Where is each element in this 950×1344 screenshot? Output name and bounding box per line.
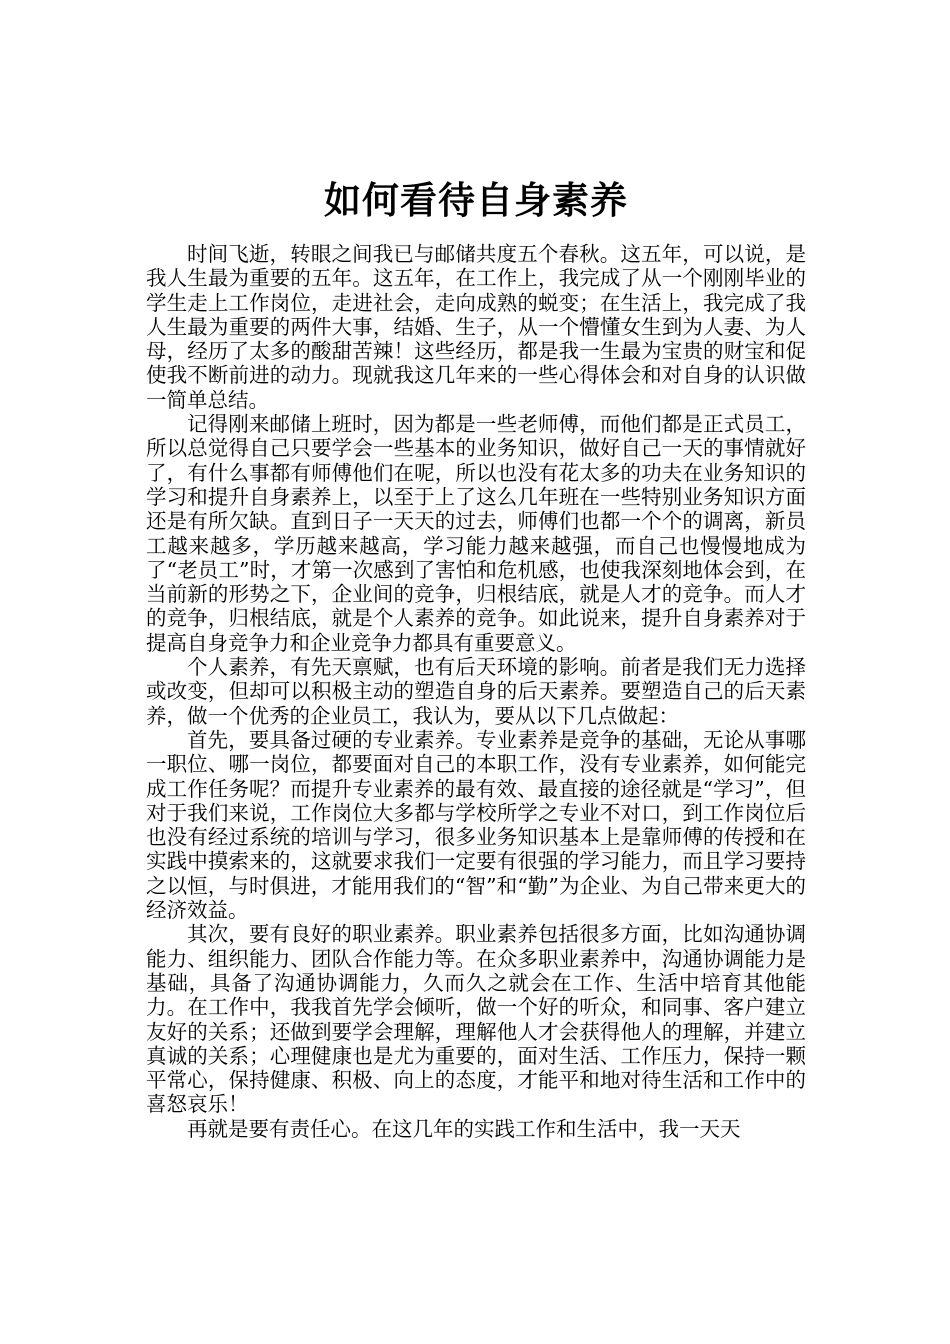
paragraph-1: 时间飞逝，转眼之间我已与邮储共度五个春秋。这五年，可以说，是我人生最为重要的五年。这五年，在工作上，我完成了从一个刚刚毕业的学生走上工作岗位，走进社会，走向成熟的蜕变；在生活上，我完成了我人生最为重要的两件大事，结婚、生子，从一个懵懂女生到为人妻、为人母，经历了太多的酸甜苦辣！这些经历，都是我一生最为宝贵的财宝和促使我不断前进的动力。现就我这几年来的一些心得体会和对自身的认识做一简单总结。 <box>146 242 806 412</box>
document-title: 如何看待自身素养 <box>324 178 628 222</box>
paragraph-5: 其次，要有良好的职业素养。职业素养包括很多方面，比如沟通协调能力、组织能力、团队合作能力等。在众多职业素养中，沟通协调能力是基础，具备了沟通协调能力，久而久之就会在工作、生活中培育其他能力。在工作中，我我首先学会倾听，做一个好的听众，和同事、客户建立友好的关系；还做到要学会理解，理解他人才会获得他人的理解，并建立真诚的关系；心理健康也是尤为重要的，面对生活、工作压力，保持一颗平常心，保持健康、积极、向上的态度，才能平和地对待生活和工作中的喜怒哀乐！ <box>146 922 806 1117</box>
paragraph-4: 首先，要具备过硬的专业素养。专业素养是竞争的基础，无论从事哪一职位、哪一岗位，都要面对自己的本职工作，没有专业素养，如何能完成工作任务呢？而提升专业素养的最有效、最直接的途径就是“学习”，但对于我们来说，工作岗位大多都与学校所学之专业不对口，到工作岗位后也没有经过系统的培训与学习，很多业务知识基本上是靠师傅的传授和在实践中摸索来的，这就要求我们一定要有很强的学习能力，而且学习要持之以恒，与时俱进，才能用我们的“智”和“勤”为企业、为自己带来更大的经济效益。 <box>146 727 806 923</box>
document-page <box>146 170 806 1141</box>
paragraph-6: 再就是要有责任心。在这几年的实践工作和生活中，我一天天 <box>187 1116 741 1141</box>
paragraph-3: 个人素养，有先天禀赋，也有后天环境的影响。前者是我们无力选择或改变，但却可以积极主动的塑造自身的后天素养。要塑造自己的后天素养，做一个优秀的企业员工，我认为，要从以下几点做起： <box>146 655 806 728</box>
paragraph-2: 记得刚来邮储上班时，因为都是一些老师傅，而他们都是正式员工，所以总觉得自己只要学会一些基本的业务知识，做好自己一天的事情就好了，有什么事都有师傅他们在呢，所以也没有花太多的功夫在业务知识的学习和提升自身素养上，以至于上了这么几年班在一些特别业务知识方面还是有所欠缺。直到日子一天天的过去，师傅们也都一个个的调离，新员工越来越多，学历越来越高，学习能力越来越强，而自己也慢慢地成为了“老员工”时，才第一次感到了害怕和危机感，也使我深刻地体会到，在当前新的形势之下，企业间的竞争，归根结底，就是人才的竞争。而人才的竞争，归根结底，就是个人素养的竞争。如此说来，提升自身素养对于提高自身竞争力和企业竞争力都具有重要意义。 <box>146 412 806 655</box>
